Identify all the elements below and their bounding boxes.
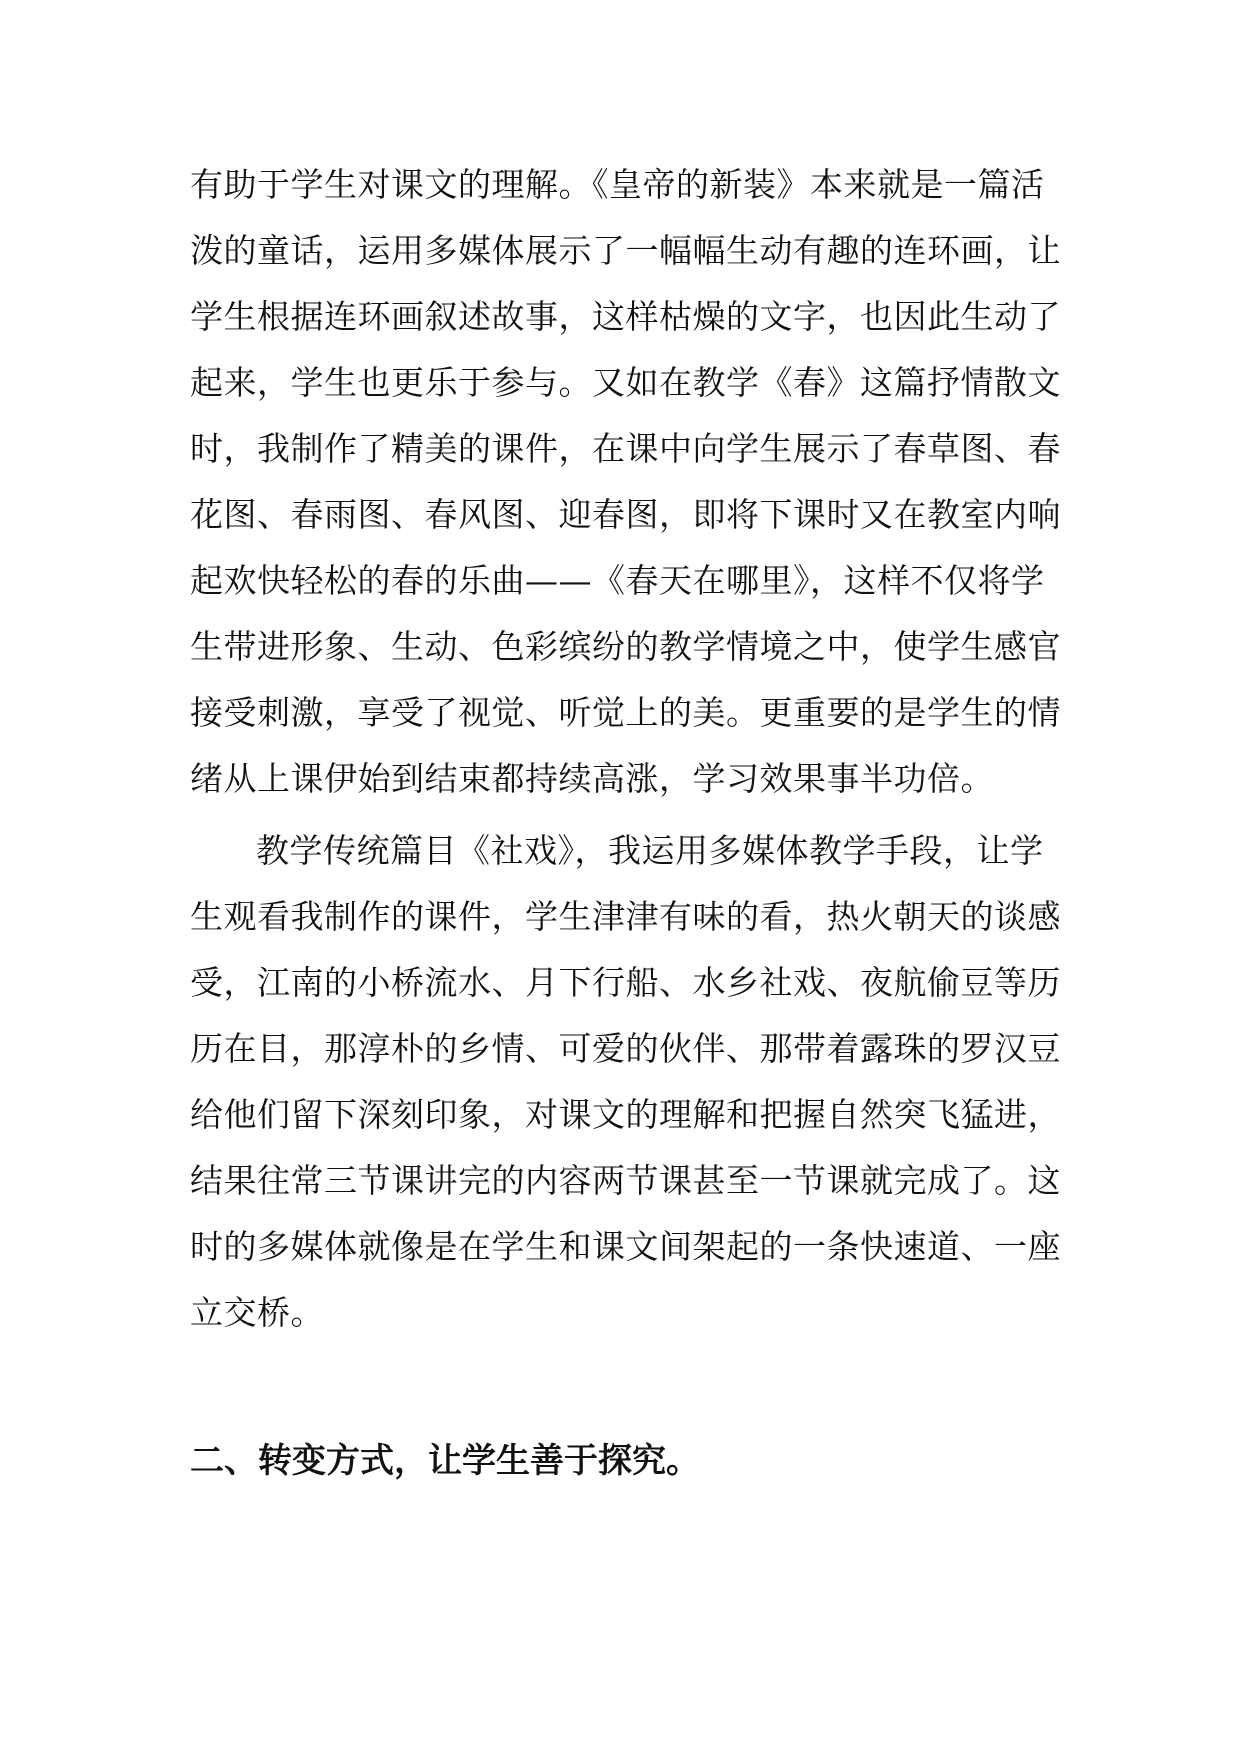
section-heading: 二、转变方式，让学生善于探究。	[190, 1441, 700, 1481]
paragraph-1-line-6: 花图、春雨图、春风图、迎春图，即将下课时又在教室内响	[190, 495, 1061, 534]
paragraph-2-line-5: 给他们留下深刻印象，对课文的理解和把握自然突飞猛进，	[190, 1095, 1061, 1134]
paragraph-1-line-9: 接受刺激，享受了视觉、听觉上的美。更重要的是学生的情	[190, 693, 1061, 732]
paragraph-1-line-1: 有助于学生对课文的理解。《皇帝的新装》本来就是一篇活	[190, 165, 1045, 204]
paragraph-1-line-5: 时，我制作了精美的课件，在课中向学生展示了春草图、春	[190, 429, 1061, 468]
paragraph-2-line-3: 受，江南的小桥流水、月下行船、水乡社戏、夜航偷豆等历	[190, 963, 1061, 1002]
paragraph-2-line-1: 教学传统篇目《社戏》，我运用多媒体教学手段，让学	[256, 831, 1044, 870]
paragraph-2-line-2: 生观看我制作的课件，学生津津有味的看，热火朝天的谈感	[190, 897, 1061, 936]
paragraph-1-line-7: 起欢快轻松的春的乐曲——《春天在哪里》，这样不仅将学	[190, 561, 1045, 600]
paragraph-2-line-7: 时的多媒体就像是在学生和课文间架起的一条快速道、一座	[190, 1227, 1061, 1266]
paragraph-1-line-2: 泼的童话，运用多媒体展示了一幅幅生动有趣的连环画，让	[190, 231, 1061, 270]
paragraph-2-line-6: 结果往常三节课讲完的内容两节课甚至一节课就完成了。这	[190, 1161, 1061, 1200]
paragraph-1-line-8: 生带进形象、生动、色彩缤纷的教学情境之中，使学生感官	[190, 627, 1061, 666]
paragraph-1-line-4: 起来，学生也更乐于参与。又如在教学《春》这篇抒情散文	[190, 363, 1061, 402]
paragraph-1-line-3: 学生根据连环画叙述故事，这样枯燥的文字，也因此生动了	[190, 297, 1061, 336]
paragraph-2-line-4: 历在目，那淳朴的乡情、可爱的伙伴、那带着露珠的罗汉豆	[190, 1029, 1061, 1068]
paragraph-1-line-10: 绪从上课伊始到结束都持续高涨，学习效果事半功倍。	[190, 759, 994, 798]
paragraph-2-line-8: 立交桥。	[190, 1293, 324, 1332]
